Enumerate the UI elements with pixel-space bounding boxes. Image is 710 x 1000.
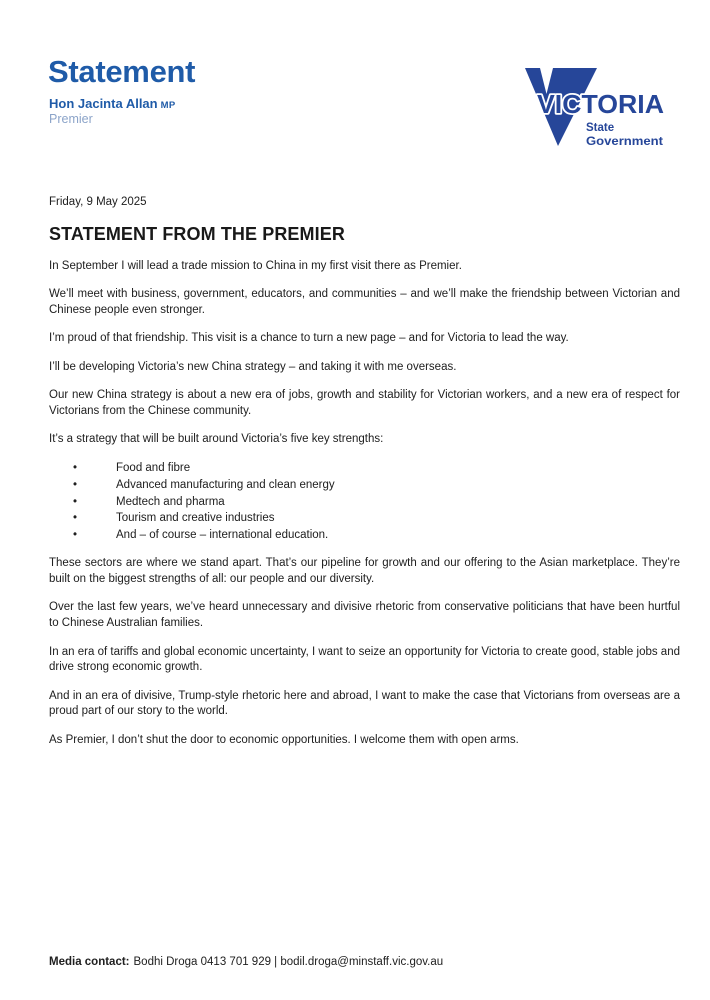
author-role: Premier xyxy=(49,112,93,126)
doc-type-heading: Statement xyxy=(48,54,196,89)
victoria-logo-svg xyxy=(516,60,666,152)
statement-title: STATEMENT FROM THE PREMIER xyxy=(49,224,345,244)
author-postnominal: MP xyxy=(160,100,176,111)
statement-paragraph: I’m proud of that friendship. This visit is a chance to turn a new page – and for Victoria to lead the way. xyxy=(49,332,569,345)
list-item-text: Tourism and creative industries xyxy=(116,512,275,525)
statement-paragraph: And in an era of divisive, Trump-style rhetoric here and abroad, I want to make the case that Victorians from overseas are a proud part of our story to the world. xyxy=(49,689,680,718)
logo-tagline-state: State xyxy=(586,122,615,134)
bullet-icon: • xyxy=(73,478,78,491)
statement-paragraph: Our new China strategy is about a new era of jobs, growth and stability for Victorian workers, and a new era of respect for Victorians from the Chinese community. xyxy=(49,388,680,417)
victoria-state-government-logo xyxy=(516,60,666,152)
statement-paragraph: It’s a strategy that will be built around Victoria’s five key strengths: xyxy=(49,433,384,446)
statement-body xyxy=(49,196,680,761)
list-item xyxy=(49,477,680,494)
list-item-text: Medtech and pharma xyxy=(116,495,225,508)
list-item-text: Advanced manufacturing and clean energy xyxy=(116,478,335,491)
author-name: Hon Jacinta Allan xyxy=(49,96,158,111)
statement-paragraph: These sectors are where we stand apart. That’s our pipeline for growth and our offering to the Asian marketplace. They’re built on the biggest strengths of all: our people and our diversity. xyxy=(49,557,680,586)
victoria-wordmark: VICTORIA xyxy=(537,89,665,119)
logo-tagline-government: Government xyxy=(586,136,664,148)
list-item-text: And – of course – international education. xyxy=(116,528,329,541)
bullet-icon: • xyxy=(73,495,78,508)
statement-paragraph: As Premier, I don’t shut the door to economic opportunities. I welcome them with open arms. xyxy=(49,733,519,746)
statement-paragraph: In an era of tariffs and global economic uncertainty, I want to seize an opportunity for Victoria to create good, stable jobs and drive strong economic growth. xyxy=(49,645,680,674)
bullet-icon: • xyxy=(73,528,78,541)
statement-paragraph: Over the last few years, we’ve heard unnecessary and divisive rhetoric from conservative politicians that have been hurtful to Chinese Australian families. xyxy=(49,601,680,630)
media-contact xyxy=(49,956,443,968)
bullet-icon: • xyxy=(73,462,78,475)
list-item-text: Food and fibre xyxy=(116,462,191,475)
statement-paragraph: In September I will lead a trade mission to China in my first visit there as Premier. xyxy=(49,260,462,272)
statement-paragraph: We’ll meet with business, government, educators, and communities – and we’ll make the friendship between Victorian and Chinese people even stronger. xyxy=(49,288,680,317)
bullet-icon: • xyxy=(73,512,78,525)
list-item xyxy=(49,494,680,511)
author-line xyxy=(49,96,175,111)
list-item xyxy=(49,510,680,527)
media-contact-details: Bodhi Droga 0413 701 929 | bodil.droga@minstaff.vic.gov.au xyxy=(133,956,444,968)
statement-date: Friday, 9 May 2025 xyxy=(49,196,147,208)
media-contact-label: Media contact: xyxy=(49,956,130,968)
list-item xyxy=(49,527,680,544)
statement-paragraph: I’ll be developing Victoria’s new China strategy – and taking it with me overseas. xyxy=(49,360,457,373)
key-strengths-list xyxy=(49,460,680,543)
list-item xyxy=(49,460,680,477)
